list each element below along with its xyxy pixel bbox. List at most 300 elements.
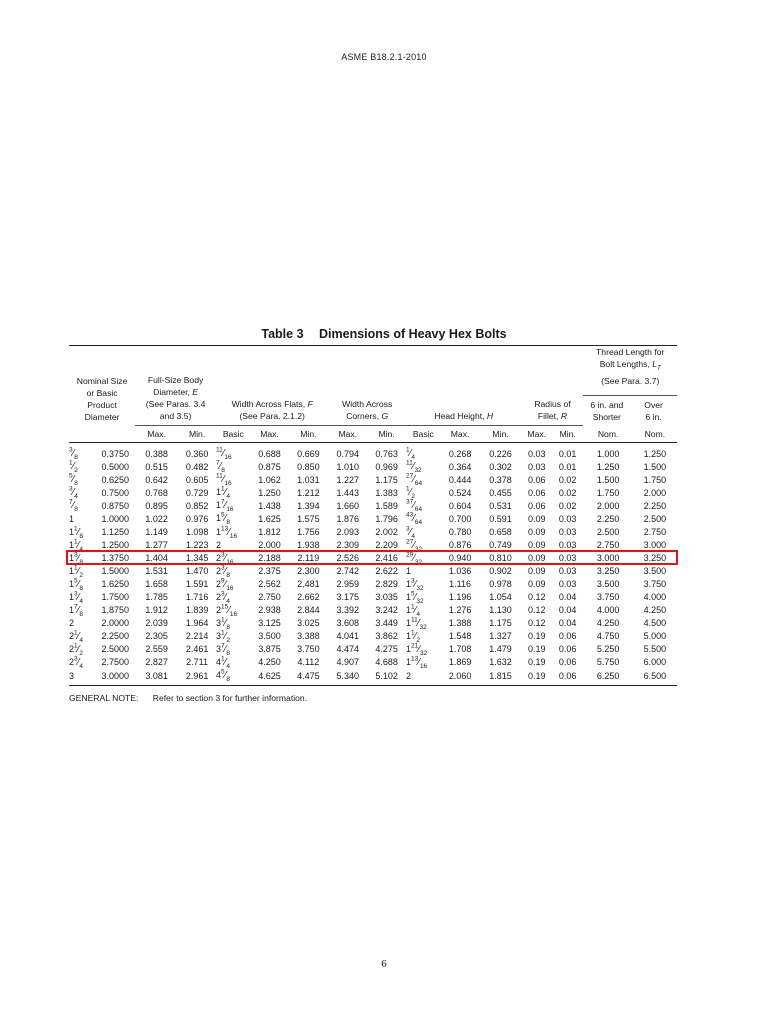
table-cell: 2.750 [643, 527, 667, 537]
table-cell: 1 [69, 513, 75, 524]
subheader-cell: Max. [441, 426, 480, 443]
header-nominal-size: Nominal Size or Basic Product Diameter [69, 346, 135, 426]
table-cell: 0.09 [527, 579, 546, 590]
table-cell: 2.375 [258, 566, 281, 577]
table-cell: 2.2500 [101, 631, 129, 642]
table-cell: 1.716 [185, 592, 209, 603]
table-cell: 1.785 [145, 592, 168, 603]
table-cell: 2.959 [336, 579, 360, 590]
table-cell: 0.482 [185, 461, 209, 472]
table-cell: 1.660 [336, 500, 360, 511]
table-cell: 0.850 [297, 461, 320, 472]
table-cell: $2^3⁄_{16}$ [216, 551, 234, 566]
table-cell: 4.250 [258, 657, 281, 668]
table-cell: 0.12 [527, 605, 546, 616]
table-cell: 1.575 [297, 513, 320, 524]
table-cell: 2.500 [596, 527, 620, 537]
table-cell: 6.250 [583, 669, 632, 686]
table-cell: 2.093 [336, 527, 360, 537]
subheader-cell: Basic [216, 426, 251, 443]
table-cell: 2.0000 [101, 618, 129, 629]
table-cell: 0.03 [558, 540, 577, 551]
table-cell: 1.815 [480, 669, 522, 686]
table-cell: 5.250 [596, 644, 620, 655]
table-cell: 5.000 [643, 631, 667, 642]
table-cell: 1.250 [596, 461, 620, 472]
table-cell: 1.3750 [101, 553, 129, 564]
table-cell: 4.275 [375, 644, 398, 655]
header-head-height: Head Height, H [406, 346, 521, 426]
page-number: 6 [381, 958, 387, 970]
table-cell: 0.19 [527, 644, 546, 655]
table-cell: $2^1⁄_4$ [69, 629, 83, 644]
table-cell: 1.812 [258, 527, 281, 537]
table-cell: 1.500 [596, 474, 620, 485]
table-cell: 3.500 [596, 579, 620, 590]
table-cell: 0.06 [527, 487, 546, 498]
table-cell: $1^1⁄_2$ [69, 564, 83, 579]
table-cell: 0.01 [558, 461, 577, 472]
table-cell: 1.708 [448, 644, 472, 655]
table-cell: 3.750 [643, 579, 667, 590]
subheader-cell: Min. [480, 426, 522, 443]
table-cell: 1.062 [258, 474, 281, 485]
table-row [69, 604, 677, 617]
table-cell: 1.589 [375, 500, 398, 511]
document-header: ASME B18.2.1-2010 [341, 52, 427, 62]
table-cell: 2.559 [145, 644, 168, 655]
table-cell: 0.875 [258, 461, 281, 472]
table-cell: 1.756 [297, 527, 320, 537]
table-cell: 0.06 [558, 657, 577, 668]
table-cell: $1^3⁄_4$ [69, 590, 83, 605]
table-cell: 2.750 [258, 592, 281, 603]
table-cell: $^1⁄_2$ [406, 486, 415, 501]
table-cell: 1.404 [145, 553, 168, 564]
table-cell: 2.7500 [101, 657, 129, 668]
subheader-cell: Min. [552, 426, 584, 443]
table-cell: 3.081 [135, 669, 178, 686]
table-cell: 3.125 [258, 618, 281, 629]
table-cell: $^{27}⁄_{32}$ [406, 538, 423, 553]
table-cell: 3.750 [297, 644, 320, 655]
table-cell: 0.444 [448, 474, 472, 485]
table-cell: 0.455 [489, 487, 512, 498]
table-cell: $1^3⁄_8$ [69, 551, 83, 566]
table-cell: $1^5⁄_8$ [216, 512, 230, 527]
table-cell: 2.188 [258, 553, 281, 564]
table-cell: 1.000 [596, 448, 620, 459]
table-cell: $4^1⁄_4$ [216, 655, 230, 670]
table-cell: 1.470 [185, 566, 209, 577]
table-cell: 1.327 [489, 631, 512, 642]
table-cell: 1.394 [297, 500, 320, 511]
table-cell: 4.250 [596, 618, 620, 629]
general-note [69, 693, 307, 703]
table-cell: 0.3750 [101, 448, 129, 459]
table-cell: 0.03 [558, 553, 577, 564]
table-cell: 0.364 [448, 461, 472, 472]
table-cell: 0.268 [448, 448, 472, 459]
subheader-row [69, 426, 677, 443]
table-cell: 4.000 [643, 592, 667, 603]
table-cell: 3.250 [596, 566, 620, 577]
table-cell: $3^7⁄_8$ [216, 642, 230, 657]
table-cell: 0.02 [558, 487, 577, 498]
subheader-cell: Max. [251, 426, 289, 443]
subheader-cell: Max. [522, 426, 552, 443]
table-cell: 0.700 [448, 513, 472, 524]
table-cell: 1.964 [185, 618, 209, 629]
table-cell: $1^1⁄_8$ [69, 525, 83, 540]
table-cell: 0.642 [145, 474, 168, 485]
table-cell: 1.022 [145, 513, 168, 524]
table-cell: 0.09 [527, 540, 546, 551]
table-cell: 0.7500 [101, 487, 129, 498]
table-cell: $^3⁄_4$ [406, 525, 415, 540]
header-thread-short: 6 in. and Shorter [590, 399, 624, 422]
table-cell: 0.8750 [101, 500, 129, 511]
table-cell: $3^1⁄_8$ [216, 616, 230, 631]
table-cell: 4.907 [336, 657, 360, 668]
table-row [69, 669, 677, 686]
table-title [0, 327, 768, 341]
table-row [69, 643, 677, 656]
table-cell: 0.06 [552, 669, 584, 686]
table-row [69, 512, 677, 525]
table-title-text: Dimensions of Heavy Hex Bolts [319, 327, 507, 341]
table-cell: $^1⁄_2$ [69, 459, 78, 475]
table-cell: $1^5⁄_{32}$ [406, 590, 424, 605]
table-cell: 2.526 [336, 553, 360, 564]
header-fillet-radius: Radius of Fillet, R [522, 346, 584, 426]
table-cell: 5.102 [367, 669, 406, 686]
table-cell: 1.010 [336, 461, 360, 472]
table-cell: $2^{15}⁄_{16}$ [216, 603, 238, 618]
table-cell: 0.768 [145, 487, 168, 498]
table-cell: 0.5000 [101, 461, 129, 472]
table-row [69, 460, 677, 473]
table-cell: 2.711 [186, 657, 209, 668]
table-cell: 1.196 [448, 592, 472, 603]
table-cell: 1.750 [596, 487, 620, 498]
table-cell: 3.175 [336, 592, 360, 603]
table-cell: 3.392 [336, 605, 360, 616]
table-cell: $1^{21}⁄_{32}$ [406, 642, 428, 657]
table-cell: 4.041 [336, 631, 360, 642]
table-cell: 1.036 [448, 566, 472, 577]
table-cell: 1.938 [297, 540, 320, 551]
table-cell: 0.524 [448, 487, 472, 498]
table-cell: 1.054 [489, 592, 512, 603]
table-cell: 2.214 [185, 631, 209, 642]
table-cell: 0.04 [558, 618, 577, 629]
header-body-diameter: Full-Size Body Diameter, E (See Paras. 3.4 and 3.5) [135, 346, 216, 426]
table-cell: 3.500 [258, 631, 281, 642]
table-cell: 2.250 [596, 513, 620, 524]
table-cell: 0.591 [489, 513, 512, 524]
table-cell: 0.19 [522, 669, 552, 686]
table-cell: 1.591 [185, 579, 209, 590]
table-cell: $1^{13}⁄_{16}$ [406, 655, 428, 670]
table-cell: 2.938 [258, 605, 281, 616]
table-cell: 1.2500 [101, 540, 129, 551]
table-cell: 5.500 [643, 644, 667, 655]
table-cell: 5.750 [596, 657, 620, 668]
table-cell: 2.961 [178, 669, 216, 686]
table-cell: 0.940 [448, 553, 472, 564]
table-cell: 0.763 [375, 448, 398, 459]
table-cell: 2.309 [336, 540, 360, 551]
table-cell: 6.500 [633, 669, 677, 686]
table-cell: 0.01 [558, 448, 577, 459]
subheader-cell: Max. [328, 426, 367, 443]
table-cell: 1.438 [258, 500, 281, 511]
table-cell: 0.09 [527, 513, 546, 524]
table-cell: $1^1⁄_4$ [216, 486, 230, 501]
table-cell: 0.19 [527, 631, 546, 642]
table-cell: $2^3⁄_8$ [216, 564, 230, 579]
table-row [69, 499, 677, 512]
table-cell: $2^3⁄_4$ [216, 590, 230, 605]
table-cell: 0.978 [489, 579, 512, 590]
table-cell: 3.388 [297, 631, 320, 642]
table-cell: 3.025 [297, 618, 320, 629]
table-row [69, 656, 677, 669]
table-cell: 0.02 [558, 474, 577, 485]
table-cell: 4.000 [596, 605, 620, 616]
table-cell: 2.662 [297, 592, 320, 603]
table-cell: 3.875 [258, 644, 281, 655]
table-cell: 0.302 [489, 461, 512, 472]
table-cell: 2 [69, 618, 75, 629]
table-cell: 2.562 [258, 579, 281, 590]
table-cell: $1^7⁄_8$ [69, 603, 83, 618]
table-cell: 3.0000 [95, 669, 135, 686]
table-cell: 0.02 [558, 500, 577, 511]
table-cell: 2.5000 [101, 644, 129, 655]
table-cell: 0.658 [489, 527, 512, 537]
table-cell: 1.149 [145, 527, 168, 537]
table-cell: 2.622 [375, 566, 398, 577]
header-width-flats: Width Across Flats, F (See Para. 2.1.2) [216, 346, 328, 426]
table-cell: $^5⁄_8$ [69, 472, 78, 488]
table-cell: 2.000 [258, 540, 281, 551]
table-cell: $1^1⁄_2$ [406, 629, 420, 644]
table-cell: 1 [406, 566, 412, 577]
table-cell: 0.12 [527, 618, 546, 629]
table-cell: 0.06 [558, 644, 577, 655]
table-cell: 2.844 [297, 605, 320, 616]
table-cell: 3.750 [596, 592, 620, 603]
table-cell: 2 [406, 669, 441, 686]
table-cell: 4.474 [336, 644, 360, 655]
table-cell: 1.345 [185, 553, 209, 564]
table-cell: 1.212 [297, 487, 320, 498]
table-cell: 1.227 [336, 474, 360, 485]
table-cell: $^7⁄_8$ [216, 459, 225, 475]
table-cell: 2.742 [336, 566, 360, 577]
table-cell: 0.360 [185, 448, 209, 459]
table-cell: 1.388 [448, 618, 472, 629]
table-cell: 0.03 [527, 461, 546, 472]
table-cell: 1.876 [336, 513, 360, 524]
table-cell: 2.481 [297, 579, 320, 590]
table-cell: 0.03 [558, 579, 577, 590]
table-cell: 0.852 [185, 500, 209, 511]
subheader-cell: Min. [178, 426, 216, 443]
subheader-cell: Min. [288, 426, 328, 443]
table-cell: 0.06 [558, 631, 577, 642]
table-cell: 1.7500 [101, 592, 129, 603]
table-cell: 4.750 [596, 631, 620, 642]
table-cell: $1^7⁄_{16}$ [216, 499, 234, 514]
table-cell: 2.416 [375, 553, 398, 564]
table-cell: $^{43}⁄_{64}$ [406, 512, 423, 527]
table-cell: 0.03 [558, 566, 577, 577]
table-cell: 1.383 [375, 487, 398, 498]
table-cell: $^3⁄_8$ [69, 446, 78, 462]
table-cell: $1^{11}⁄_{32}$ [406, 616, 427, 631]
table-cell: 1.5000 [101, 566, 129, 577]
table-cell: 0.749 [489, 540, 512, 551]
table-cell: 3.449 [375, 618, 398, 629]
table-cell: 1.250 [258, 487, 281, 498]
table-cell: 4.112 [297, 657, 320, 668]
table-cell: 2.000 [643, 487, 667, 498]
table-cell: 0.729 [185, 487, 209, 498]
table-cell: 0.03 [558, 513, 577, 524]
table-cell: 0.605 [185, 474, 209, 485]
table-number: Table 3 [261, 327, 304, 341]
table-row [69, 630, 677, 643]
table-cell: 2.827 [145, 657, 168, 668]
table-cell: 2.829 [375, 579, 398, 590]
table-cell: 1.658 [145, 579, 168, 590]
table-row [69, 565, 677, 578]
table-cell: 1.175 [489, 618, 512, 629]
table-cell: 1.479 [489, 644, 512, 655]
table-cell: 4.688 [375, 657, 398, 668]
table-cell: 2.209 [375, 540, 398, 551]
table-cell: 0.780 [448, 527, 472, 537]
table-cell: 1.8750 [101, 605, 129, 616]
table-cell: 4.475 [288, 669, 328, 686]
table-cell: 4.250 [643, 605, 667, 616]
table-cell: $3^1⁄_2$ [216, 629, 230, 644]
table-cell: 3.035 [375, 592, 398, 603]
table-cell: 1.750 [643, 474, 667, 485]
table-cell: 0.06 [527, 500, 546, 511]
table-cell: 3 [69, 669, 95, 686]
table-cell: 1.912 [145, 605, 168, 616]
table-cell: 1.031 [297, 474, 320, 485]
table-cell: $2^3⁄_4$ [69, 655, 83, 670]
table-cell: 2.000 [596, 500, 620, 511]
table-cell: 0.688 [258, 448, 281, 459]
table-cell: $2^9⁄_{16}$ [216, 577, 234, 592]
table-cell: 2.039 [145, 618, 168, 629]
table-cell: 1.276 [448, 605, 472, 616]
table-cell: 0.03 [558, 527, 577, 537]
table-cell: 1.500 [643, 461, 667, 472]
table-cell: 1.175 [375, 474, 398, 485]
table-cell: 1.130 [489, 605, 512, 616]
table-row [69, 443, 677, 461]
table-cell: $4^5⁄_8$ [216, 669, 251, 686]
header-width-corners: Width Across Corners, G [328, 346, 406, 426]
table-cell: 1.531 [145, 566, 168, 577]
table-cell: $^{11}⁄_{16}$ [216, 446, 232, 462]
table-cell: 2.060 [441, 669, 480, 686]
table-cell: 0.03 [527, 448, 546, 459]
table-cell: $^1⁄_4$ [406, 446, 415, 462]
table-cell: 3.862 [375, 631, 398, 642]
header-thread-over: Over 6 in. [644, 399, 663, 422]
table-cell: 0.794 [336, 448, 360, 459]
table-cell: 0.04 [558, 605, 577, 616]
subheader-cell: Basic [406, 426, 441, 443]
general-note-label: GENERAL NOTE: [69, 693, 139, 703]
table-row [69, 473, 677, 486]
table-cell: $^{27}⁄_{64}$ [406, 472, 423, 488]
table-cell: 2 [216, 540, 222, 551]
table-cell: 1.869 [448, 657, 472, 668]
table-row [69, 526, 677, 539]
table-row [69, 617, 677, 630]
table-cell: 1.625 [258, 513, 281, 524]
table-cell: 1.839 [185, 605, 209, 616]
table-cell: 0.810 [489, 553, 512, 564]
table-cell: 0.6250 [101, 474, 129, 485]
table-cell: 2.300 [297, 566, 320, 577]
table-cell: 5.340 [328, 669, 367, 686]
table-cell: $1^1⁄_4$ [406, 603, 420, 618]
table-cell: 1.223 [185, 540, 209, 551]
table-cell: 0.226 [489, 448, 512, 459]
table-cell: $1^3⁄_{32}$ [406, 577, 424, 592]
table-cell: $^{11}⁄_{32}$ [406, 459, 422, 475]
table-cell: 0.12 [527, 592, 546, 603]
table-cell: 2.500 [643, 513, 667, 524]
table-cell: 4.625 [251, 669, 289, 686]
subheader-cell: Nom. [583, 426, 632, 443]
table-row [69, 486, 677, 499]
table-cell: 1.0000 [101, 513, 129, 524]
table-cell: $^{29}⁄_{32}$ [406, 551, 423, 566]
table-cell: $^{11}⁄_{16}$ [216, 472, 232, 488]
table-cell: 1.1250 [101, 527, 129, 537]
table-cell: 1.116 [449, 579, 471, 590]
table-cell: 0.976 [185, 513, 209, 524]
table-cell: 1.277 [145, 540, 168, 551]
subheader-cell: Min. [367, 426, 406, 443]
table-cell: $^3⁄_4$ [69, 486, 78, 501]
table-cell: $1^{13}⁄_{16}$ [216, 525, 238, 540]
table-cell: 1.250 [643, 448, 667, 459]
table-cell: 0.19 [527, 657, 546, 668]
subheader-cell: Nom. [633, 426, 677, 443]
table-cell: 1.098 [185, 527, 209, 537]
heavy-hex-bolts-table [69, 345, 677, 686]
highlight-box [66, 550, 678, 565]
table-cell: 3.000 [596, 553, 620, 564]
table-cell: 0.895 [145, 500, 168, 511]
table-cell: $1^1⁄_4$ [69, 538, 83, 553]
table-cell: 3.242 [375, 605, 398, 616]
table-cell: 0.969 [375, 461, 398, 472]
table-cell: 1.6250 [101, 579, 129, 590]
